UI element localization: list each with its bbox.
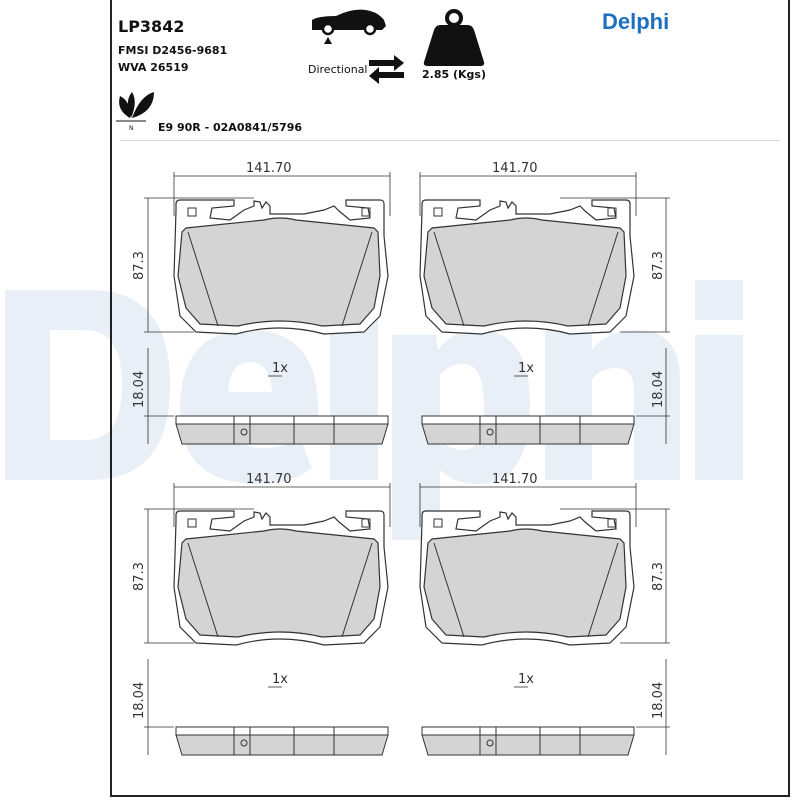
width-dimension: 141.70 bbox=[246, 161, 292, 176]
quantity-label: 1x bbox=[272, 672, 288, 687]
directional-label: Directional bbox=[308, 63, 368, 76]
directional-arrows-icon bbox=[369, 55, 404, 84]
pad-drawing-4 bbox=[420, 472, 670, 755]
thickness-dimension: 18.04 bbox=[651, 370, 666, 408]
thickness-dimension: 18.04 bbox=[651, 681, 666, 719]
leaf-eco-icon bbox=[116, 92, 154, 132]
brand-logo: Delphi bbox=[602, 9, 670, 34]
quantity-label: 1x bbox=[518, 361, 534, 376]
quantity-label: 1x bbox=[518, 672, 534, 687]
width-dimension: 141.70 bbox=[492, 161, 538, 176]
width-dimension: 141.70 bbox=[492, 472, 538, 487]
pad-drawing-3 bbox=[132, 472, 390, 755]
height-dimension: 87.3 bbox=[651, 562, 666, 591]
height-dimension: 87.3 bbox=[132, 562, 147, 591]
car-axle-icon bbox=[312, 10, 386, 44]
quantity-label: 1x bbox=[272, 361, 288, 376]
eco-mark: N bbox=[129, 125, 134, 132]
fmsi-number: FMSI D2456-9681 bbox=[118, 44, 228, 57]
height-dimension: 87.3 bbox=[132, 251, 147, 280]
part-code: LP3842 bbox=[118, 17, 185, 36]
ece-approval: E9 90R - 02A0841/5796 bbox=[158, 121, 303, 134]
thickness-dimension: 18.04 bbox=[132, 681, 147, 719]
pad-drawing-2 bbox=[420, 161, 670, 444]
pad-drawing-1 bbox=[132, 161, 390, 444]
width-dimension: 141.70 bbox=[246, 472, 292, 487]
weight-icon bbox=[424, 11, 484, 66]
wva-number: WVA 26519 bbox=[118, 61, 189, 74]
thickness-dimension: 18.04 bbox=[132, 370, 147, 408]
height-dimension: 87.3 bbox=[651, 251, 666, 280]
weight-value: 2.85 (Kgs) bbox=[422, 68, 486, 81]
